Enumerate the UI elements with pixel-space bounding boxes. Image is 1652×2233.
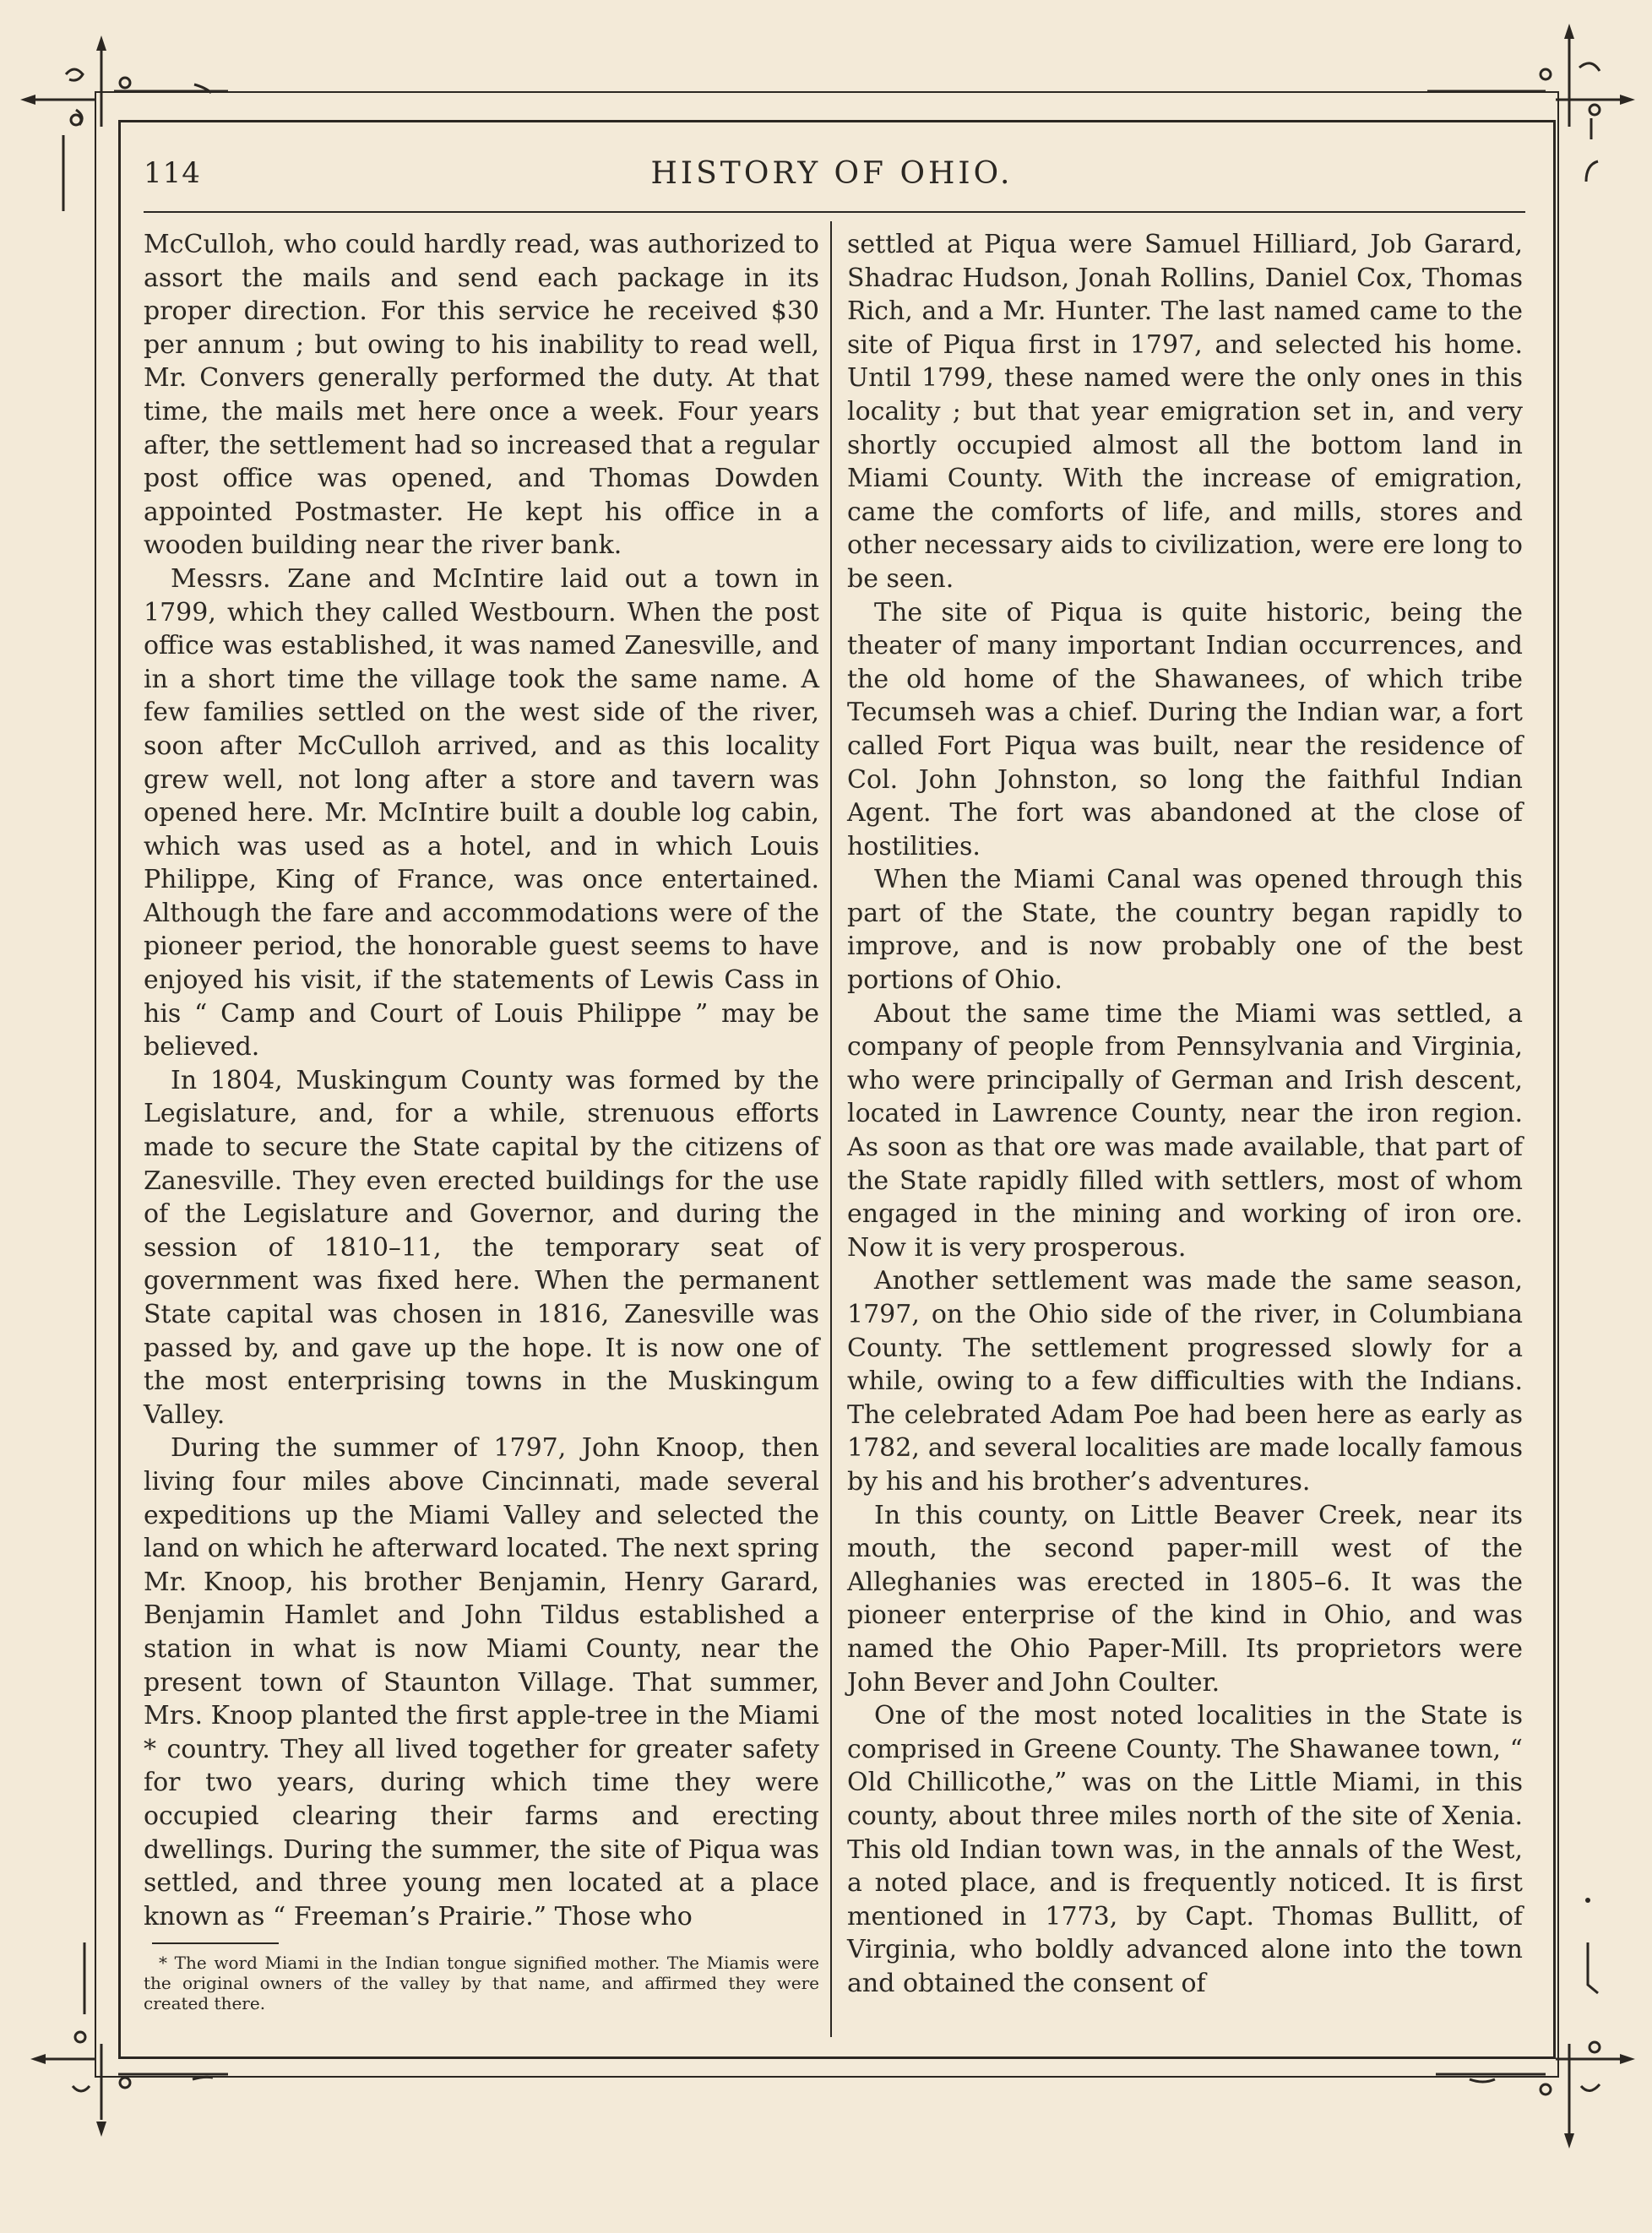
paragraph: The site of Piqua is quite historic, being the theater of many important Indian occurrences, and the old home of the Shawanees, of which tribe Tecumseh was a chief. During the Indian war, a fort called Fort Piqua was built, near the residence of Col. John Johnston, so long the faithful Indian Agent. The fort was abandoned at the close of hostilities. bbox=[847, 597, 1523, 861]
paragraph: Another settlement was made the same season, 1797, on the Ohio side of the river, in Columbiana County. The settlement progressed slowly for a while, owing to a few difficulties with the Indians. The celebrated Adam Poe had been here as early as 1782, and several localities are made locally famous by his and his brother’s adventures. bbox=[847, 1266, 1523, 1497]
column-divider bbox=[830, 221, 832, 2037]
footnote-rule bbox=[152, 1942, 279, 1944]
ornament-scroll bbox=[1588, 1942, 1598, 1993]
paragraph: McCulloh, who could hardly read, was authorized to assort the mails and send each package in its proper direction. For this service he received $30 per annum ; but owing to his inability to read well, Mr. Convers generally performed the duty. At that time, the mails met here once a week. Four years after, the settlement had so increased that a regular post office was opened, and Thomas Dowden appointed Postmaster. He kept his office in a wooden building near the river bank. bbox=[144, 230, 819, 561]
ornament-arrow bbox=[1620, 2054, 1635, 2064]
ornament-scroll bbox=[193, 2077, 213, 2079]
ornament-arrow bbox=[1564, 24, 1574, 39]
ornament-circle bbox=[120, 2078, 130, 2088]
ornament-circle bbox=[1590, 2042, 1600, 2052]
ornament-arrow bbox=[96, 2122, 106, 2137]
ornament-scroll bbox=[73, 2086, 90, 2091]
ornament-arrow bbox=[1620, 95, 1635, 105]
paragraph: settled at Piqua were Samuel Hilliard, Job Garard, Shadrac Hudson, Jonah Rollins, Daniel Cox, Thomas Rich, and a Mr. Hunter. The last named came to the site of Piqua first in 1797, and selected his home. Until 1799, these named were the only ones in this locality ; but that year emigration set in, and very shortly occupied almost all the bottom land in Miami County. With the increase of emigration, came the comforts of life, and mills, stores and other necessary aids to civilization, were ere long to be seen. bbox=[847, 230, 1523, 594]
ornament-circle bbox=[120, 78, 130, 88]
running-title: HISTORY OF OHIO. bbox=[650, 156, 1013, 191]
ornament-dot bbox=[1585, 1898, 1590, 1903]
left-column bbox=[144, 228, 819, 1934]
right-column bbox=[847, 228, 1523, 2035]
paragraph: In this county, on Little Beaver Creek, near its mouth, the second paper-mill west of the Alleghanies was erected in 1805–6. It was the pioneer enterprise of the kind in Ohio, and was named the Ohio Paper-Mill. Its proprietors were John Bever and John Coulter. bbox=[847, 1500, 1523, 1698]
ornament-scroll bbox=[1470, 2079, 1495, 2082]
ornament-arrow bbox=[30, 2054, 46, 2064]
ornament-circle bbox=[1541, 2084, 1551, 2094]
ornament-circle bbox=[75, 2032, 85, 2042]
ornament-circle bbox=[1590, 105, 1600, 115]
ornament-scroll bbox=[1579, 63, 1600, 71]
ornament-arrow bbox=[96, 35, 106, 51]
ornament-scroll bbox=[1581, 2084, 1600, 2091]
running-header bbox=[144, 156, 1520, 207]
ornament-circle bbox=[71, 115, 81, 125]
footnote-text: * The word Miami in the Indian tongue signified mother. The Miamis were the original owners of the valley by that name, and affirmed they were created there. bbox=[144, 1953, 819, 2013]
footnote bbox=[144, 1953, 819, 2013]
ornament-scroll bbox=[66, 69, 83, 80]
ornament-arrow bbox=[1564, 2133, 1574, 2149]
paragraph: In 1804, Muskingum County was formed by the Legislature, and, for a while, strenuous efforts made to secure the State capital by the citizens of Zanesville. They even erected buildings for the use of the Legislature and Governor, and during the session of 1810–11, the temporary seat of government was fixed here. When the permanent State capital was chosen in 1816, Zanesville was passed by, and gave up the hope. It is now one of the most enterprising towns in the Muskingum Valley. bbox=[144, 1065, 819, 1430]
ornament-scroll bbox=[1586, 161, 1598, 182]
ornament-circle bbox=[1541, 69, 1551, 79]
paragraph: When the Miami Canal was opened through this part of the State, the country began rapidly to improve, and is now probably one of the best portions of Ohio. bbox=[847, 865, 1523, 996]
header-rule bbox=[144, 211, 1525, 213]
paragraph: Messrs. Zane and McIntire laid out a town in 1799, which they called Westbourn. When the post office was established, it was named Zanesville, and in a short time the village took the same name. A few families settled on the west side of the river, soon after McCulloh arrived, and as this locality grew well, not long after a store and tavern was opened here. Mr. McIntire built a double log cabin, which was used as a hotel, and in which Louis Philippe, King of France, was once entertained. Although the fare and accommodations were of the pioneer period, the honorable guest seems to have enjoyed his visit, if the statements of Lewis Cass in his “ Camp and Court of Louis Philippe ” may be believed. bbox=[144, 563, 819, 1062]
ornament-arrow bbox=[20, 95, 35, 105]
paragraph: During the summer of 1797, John Knoop, then living four miles above Cincinnati, made several expeditions up the Miami Valley and selected the land on which he afterward located. The next spring Mr. Knoop, his brother Benjamin, Henry Garard, Benjamin Hamlet and John Tildus established a station in what is now Miami County, near the present town of Staunton Village. That summer, Mrs. Knoop planted the first apple-tree in the Miami * country. They all lived together for greater safety for two years, during which time they were occupied clearing their farms and erecting dwellings. During the summer, the site of Piqua was settled, and three young men located at a place known as “ Freeman’s Prairie.” Those who bbox=[144, 1433, 819, 1931]
paragraph: One of the most noted localities in the State is comprised in Greene County. The Shawanee town, “ Old Chillicothe,” was on the Little Miami, in this county, about three miles north of the site of Xenia. This old Indian town was, in the annals of the West, a noted place, and is frequently noticed. It is first mentioned in 1773, by Capt. Thomas Bullitt, of Virginia, who boldly advanced alone into the town and obtained the consent of bbox=[847, 1701, 1523, 1998]
paragraph: About the same time the Miami was settled, a company of people from Pennsylvania and Virginia, who were principally of German and Irish descent, located in Lawrence County, near the iron region. As soon as that ore was made available, that part of the State rapidly filled with settlers, most of whom engaged in the mining and working of iron ore. Now it is very prosperous. bbox=[847, 998, 1523, 1263]
page-number: 114 bbox=[144, 156, 201, 190]
